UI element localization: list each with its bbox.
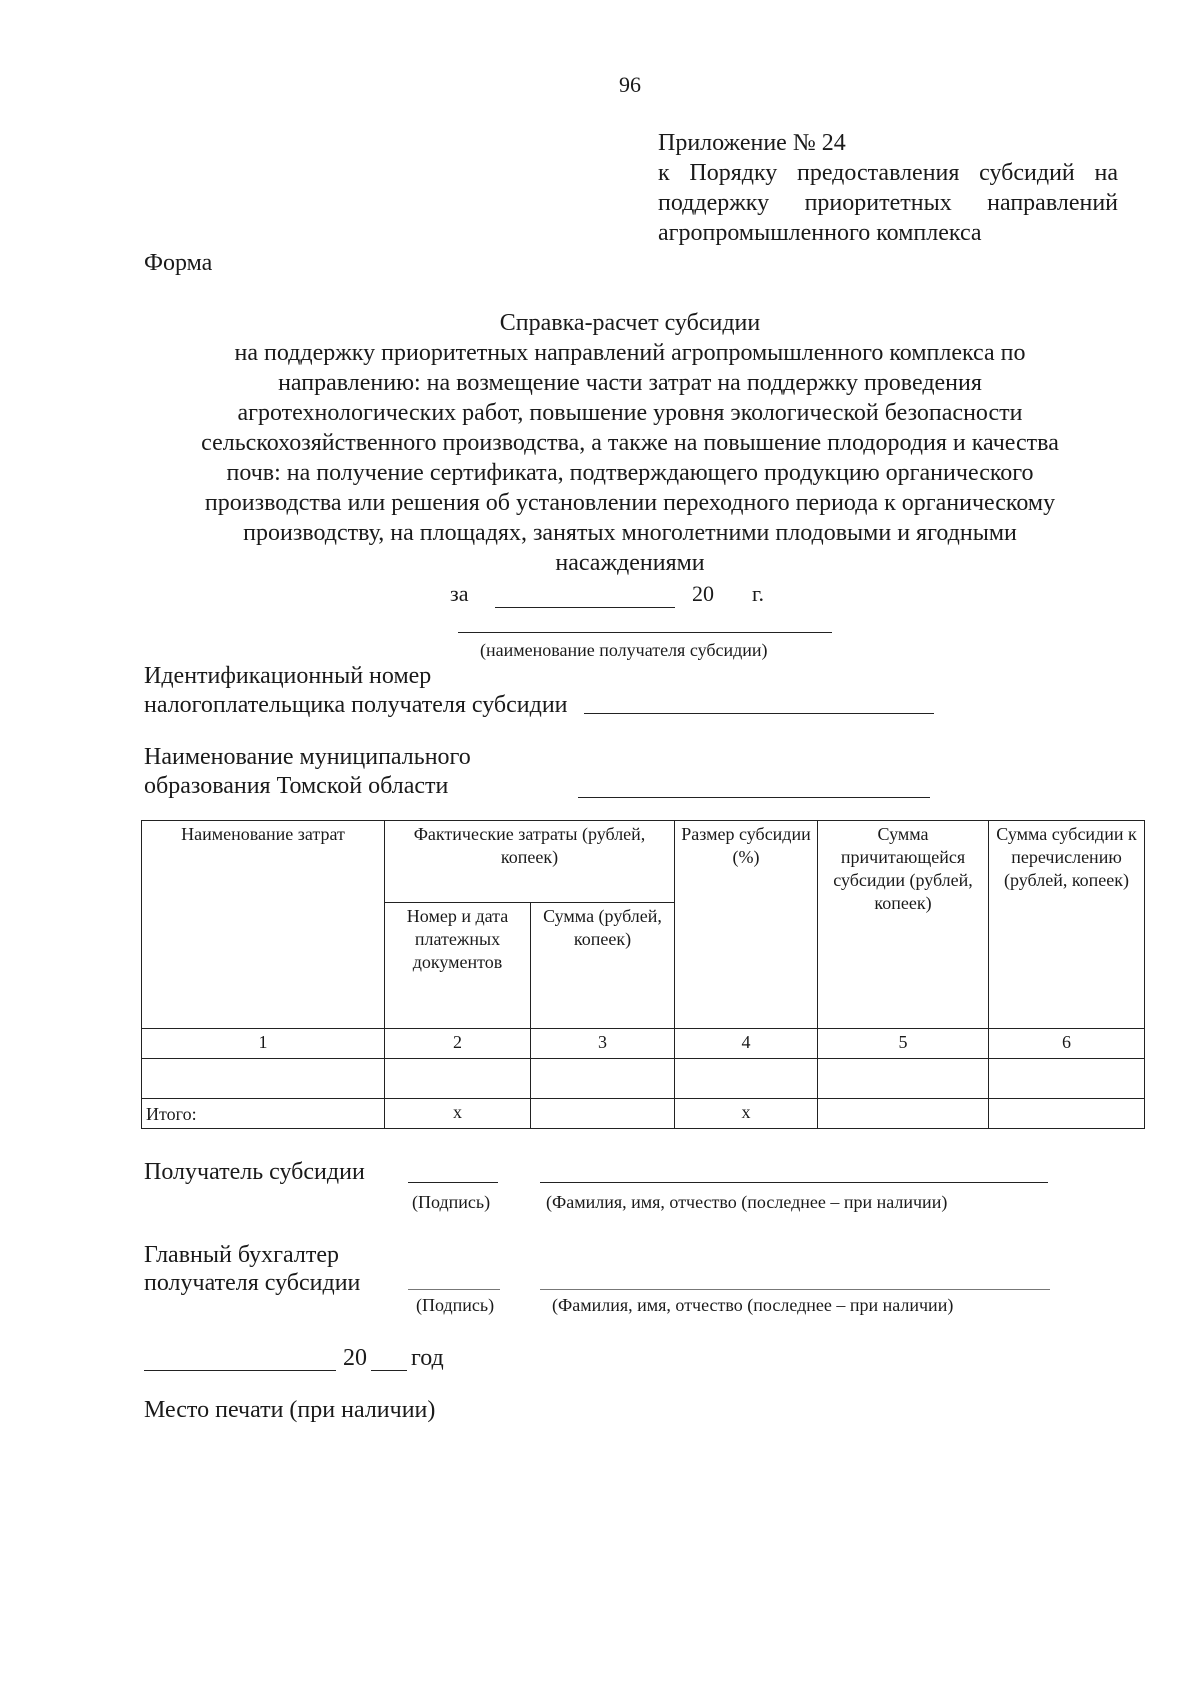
period-suffix: г. bbox=[752, 581, 765, 606]
header-cost-name: Наименование затрат bbox=[142, 821, 385, 1029]
form-label: Форма bbox=[144, 250, 213, 276]
appendix-line: агропромышленного комплекса bbox=[658, 220, 982, 246]
appendix-line: поддержку приоритетных направлений bbox=[658, 190, 1118, 216]
total-row bbox=[142, 1099, 1145, 1129]
page-number: 96 bbox=[619, 72, 641, 97]
title-line: агротехнологических работ, повышение уровня экологической безопасности bbox=[237, 400, 1023, 426]
column-number: 1 bbox=[142, 1029, 385, 1059]
table-cell[interactable] bbox=[142, 1059, 385, 1099]
table-cell[interactable] bbox=[531, 1059, 675, 1099]
total-subsidy-due-cell[interactable] bbox=[818, 1099, 989, 1129]
title-line: насаждениями bbox=[555, 550, 705, 576]
title-line: направлению: на возмещение части затрат на поддержку проведения bbox=[278, 370, 982, 396]
municipality-label-line1: Наименование муниципального bbox=[144, 744, 471, 770]
appendix-header bbox=[658, 128, 1118, 248]
total-amount-cell[interactable] bbox=[531, 1099, 675, 1129]
title-heading: Справка-расчет субсидии bbox=[499, 310, 761, 336]
header-subsidy-due: Сумма причитающейся субсидии (рублей, копеек) bbox=[818, 821, 989, 1029]
date-day-month-line[interactable] bbox=[144, 1370, 336, 1371]
column-number: 6 bbox=[989, 1029, 1145, 1059]
inn-field[interactable] bbox=[584, 713, 934, 714]
header-actual-costs: Фактические затраты (рублей, копеек) bbox=[385, 821, 675, 903]
recipient-signature-label: Получатель субсидии bbox=[144, 1159, 365, 1185]
table-cell[interactable] bbox=[818, 1059, 989, 1099]
table-cell[interactable] bbox=[989, 1059, 1145, 1099]
total-subsidy-transfer-cell[interactable] bbox=[989, 1099, 1145, 1129]
calculation-table bbox=[141, 820, 1145, 1129]
total-label: Итого: bbox=[142, 1099, 385, 1129]
title-line: производства или решения об установлении переходного периода к органическому bbox=[204, 490, 1056, 516]
signature-caption: (Подпись) bbox=[416, 1295, 495, 1315]
appendix-number: Приложение № 24 bbox=[658, 130, 846, 156]
total-cell-x: x bbox=[385, 1099, 531, 1129]
accountant-label-line2: получателя субсидии bbox=[144, 1270, 361, 1296]
name-caption: (Фамилия, имя, отчество (последнее – при наличии) bbox=[552, 1295, 954, 1315]
inn-label-line2: налогоплательщика получателя субсидии bbox=[144, 692, 568, 718]
title-line: сельскохозяйственного производства, а также на повышение плодородия и качества bbox=[201, 430, 1059, 456]
recipient-signature-line[interactable] bbox=[408, 1182, 498, 1183]
header-payment-docs: Номер и дата платежных документов bbox=[385, 903, 531, 1029]
name-caption: (Фамилия, имя, отчество (последнее – при наличии) bbox=[546, 1192, 948, 1212]
header-amount: Сумма (рублей, копеек) bbox=[531, 903, 675, 1029]
title-line: на поддержку приоритетных направлений агропромышленного комплекса по bbox=[234, 340, 1026, 366]
period-blank[interactable] bbox=[495, 607, 675, 608]
date-year-word: год bbox=[411, 1345, 444, 1371]
recipient-name-line[interactable] bbox=[458, 632, 832, 633]
municipality-label-line2: образования Томской области bbox=[144, 773, 449, 799]
title-line: производству, на площадях, занятых многолетними плодовыми и ягодными bbox=[243, 520, 1017, 546]
signature-caption: (Подпись) bbox=[412, 1192, 491, 1212]
period-year: 20 bbox=[692, 581, 714, 606]
header-subsidy-rate: Размер субсидии (%) bbox=[675, 821, 818, 1029]
document-title bbox=[130, 308, 1130, 578]
appendix-line: к Порядку предоставления субсидий на bbox=[658, 160, 1118, 186]
municipality-field[interactable] bbox=[578, 797, 930, 798]
date-year-prefix: 20 bbox=[343, 1345, 367, 1371]
table-row bbox=[142, 1059, 1145, 1099]
date-year-line[interactable] bbox=[371, 1370, 407, 1371]
title-line: почв: на получение сертификата, подтверждающего продукцию органического bbox=[226, 460, 1034, 486]
accountant-name-line[interactable] bbox=[540, 1289, 1050, 1290]
column-number: 3 bbox=[531, 1029, 675, 1059]
header-subsidy-transfer: Сумма субсидии к перечислению (рублей, копеек) bbox=[989, 821, 1145, 1029]
table-cell[interactable] bbox=[675, 1059, 818, 1099]
accountant-signature-line[interactable] bbox=[408, 1289, 500, 1290]
accountant-label-line1: Главный бухгалтер bbox=[144, 1242, 339, 1268]
recipient-name-line[interactable] bbox=[540, 1182, 1048, 1183]
total-cell-x: x bbox=[675, 1099, 818, 1129]
inn-label-line1: Идентификационный номер bbox=[144, 663, 432, 689]
recipient-caption: (наименование получателя субсидии) bbox=[480, 640, 768, 660]
stamp-place: Место печати (при наличии) bbox=[144, 1397, 436, 1423]
column-number: 2 bbox=[385, 1029, 531, 1059]
period-prefix: за bbox=[450, 581, 469, 606]
table-cell[interactable] bbox=[385, 1059, 531, 1099]
column-number: 5 bbox=[818, 1029, 989, 1059]
column-number: 4 bbox=[675, 1029, 818, 1059]
